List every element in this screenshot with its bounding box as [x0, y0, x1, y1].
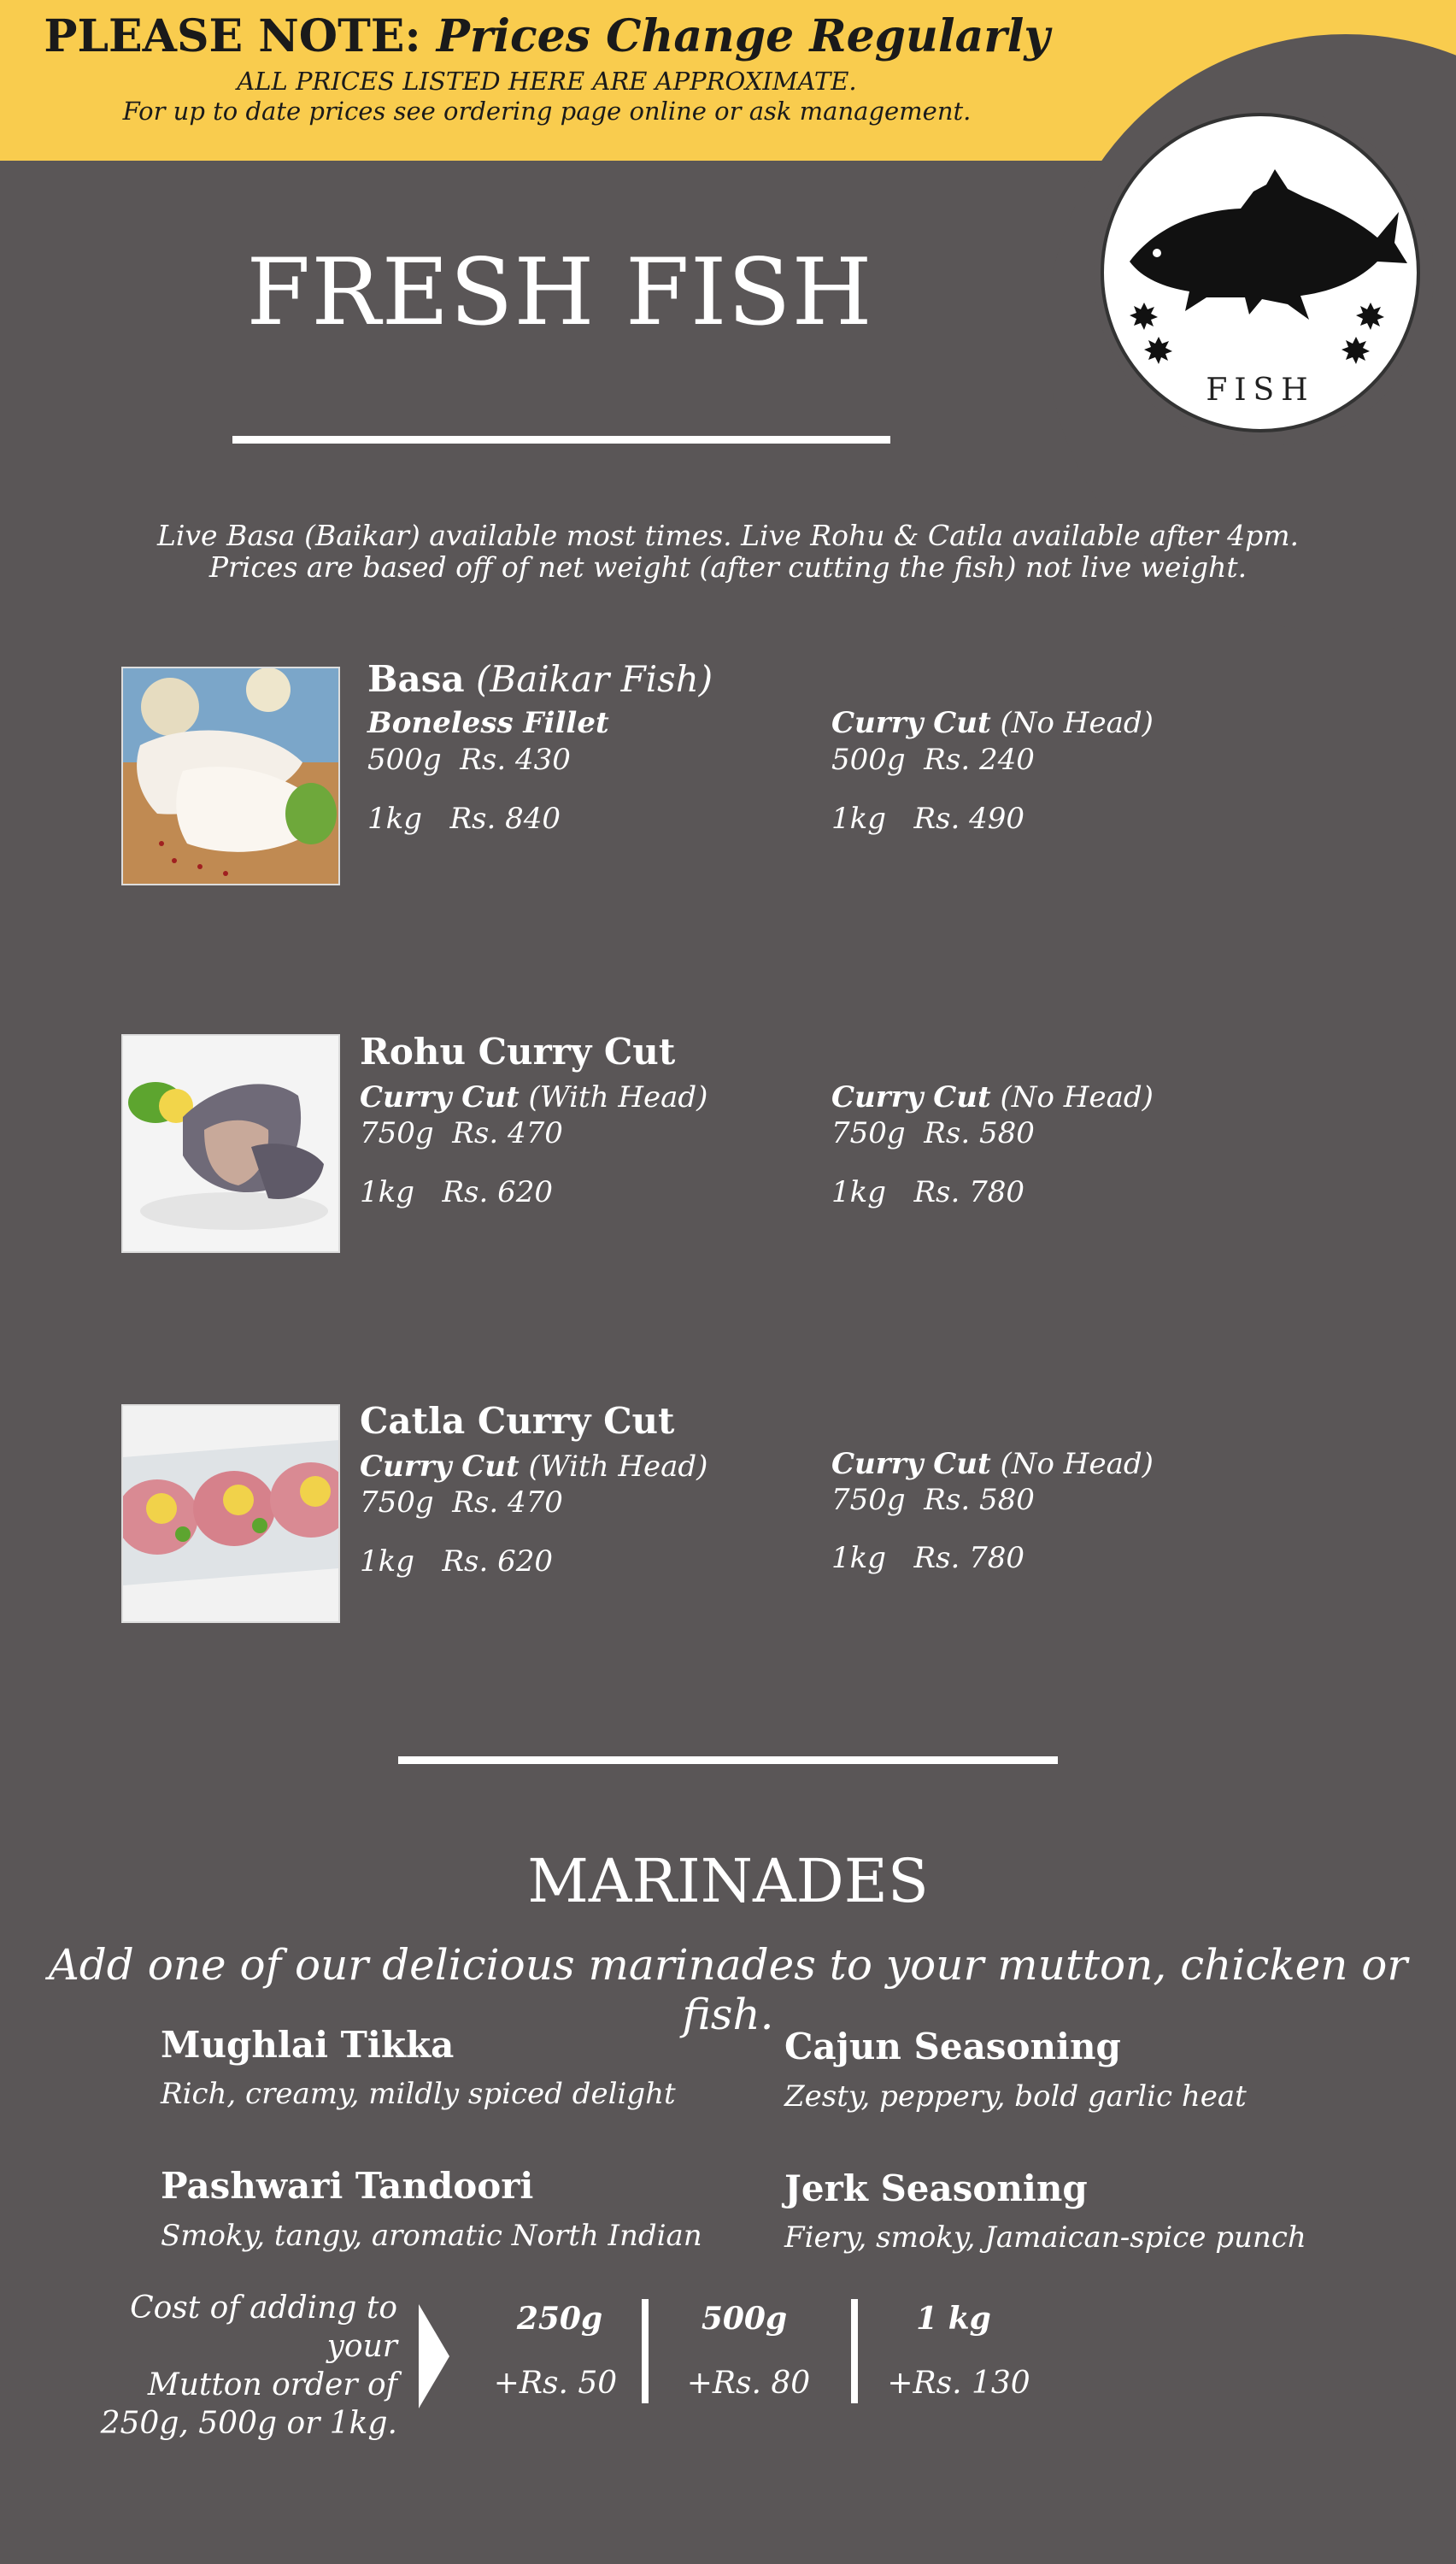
marinade-desc-1: Rich, creamy, mildly spiced delight [161, 2077, 676, 2111]
product-name-catla: Catla Curry Cut [360, 1400, 675, 1442]
catla-left-cut: Curry Cut (With Head) [360, 1450, 708, 1484]
rohu-right-price-2: 1kg Rs. 780 [831, 1175, 1024, 1209]
basa-left-price-2: 1kg Rs. 840 [367, 802, 561, 836]
column-divider-1 [642, 2299, 649, 2403]
basa-left-cut: Boneless Fillet [367, 706, 609, 740]
notice-title-italic: Prices Change Regularly [436, 10, 1050, 62]
catla-curry-cut-image [121, 1404, 340, 1623]
size-250g: 250g [516, 2301, 603, 2337]
arrow-icon [419, 2304, 449, 2408]
badge-label: FISH [1206, 373, 1315, 408]
marinade-cost-label: Cost of adding to your Mutton order of 250g, 500g or 1kg. [100, 2291, 397, 2441]
catla-left-price-2: 1kg Rs. 620 [360, 1544, 553, 1579]
notice-title [0, 10, 1094, 62]
notice-line-1: ALL PRICES LISTED HERE ARE APPROXIMATE. [237, 67, 857, 96]
marinade-desc-2: Zesty, peppery, bold garlic heat [784, 2079, 1247, 2114]
fish-badge [1094, 106, 1434, 446]
size-1kg: 1 kg [916, 2301, 991, 2337]
basa-right-price-1: 500g Rs. 240 [831, 743, 1035, 777]
basa-fillet-image [121, 667, 340, 885]
size-500g: 500g [701, 2301, 788, 2337]
section-title: FRESH FISH [246, 239, 873, 346]
marinades-title: MARINADES [527, 1846, 929, 1916]
rohu-curry-cut-image [121, 1034, 340, 1253]
basa-right-cut: Curry Cut (No Head) [831, 706, 1154, 740]
rohu-left-price-1: 750g Rs. 470 [360, 1116, 563, 1150]
notice-title-bold: PLEASE NOTE: [44, 10, 421, 62]
catla-right-price-1: 750g Rs. 580 [831, 1483, 1035, 1517]
catla-right-price-2: 1kg Rs. 780 [831, 1541, 1024, 1575]
star-icons [1130, 303, 1384, 364]
column-divider-2 [851, 2299, 858, 2403]
basa-left-price-1: 500g Rs. 430 [367, 743, 571, 777]
intro-line-2: Prices are based off of net weight (after cutting the fish) not live weight. [208, 550, 1248, 584]
marinade-name-4: Jerk Seasoning [784, 2167, 1088, 2209]
heading-divider [232, 436, 890, 444]
section-divider [398, 1756, 1058, 1764]
marinade-name-1: Mughlai Tikka [161, 2024, 455, 2066]
catla-left-price-1: 750g Rs. 470 [360, 1485, 563, 1520]
price-500g: +Rs. 80 [686, 2366, 811, 2401]
marinade-desc-4: Fiery, smoky, Jamaican-spice punch [784, 2220, 1306, 2255]
rohu-left-cut: Curry Cut (With Head) [360, 1080, 708, 1114]
price-1kg: +Rs. 130 [887, 2366, 1030, 2401]
rohu-right-cut: Curry Cut (No Head) [831, 1080, 1154, 1114]
badge-circle [1101, 113, 1420, 432]
marinade-name-2: Cajun Seasoning [784, 2026, 1121, 2067]
notice-line-2: For up to date prices see ordering page online or ask management. [122, 97, 972, 126]
catla-right-cut: Curry Cut (No Head) [831, 1447, 1154, 1481]
marinade-desc-3: Smoky, tangy, aromatic North Indian [161, 2219, 702, 2253]
rohu-right-price-1: 750g Rs. 580 [831, 1116, 1035, 1150]
marinade-name-3: Pashwari Tandoori [161, 2165, 534, 2207]
rohu-left-price-2: 1kg Rs. 620 [360, 1175, 553, 1209]
intro-line-1: Live Basa (Baikar) available most times. Live Rohu & Catla available after 4pm. [156, 519, 1300, 552]
basa-right-price-2: 1kg Rs. 490 [831, 802, 1024, 836]
marinades-subtitle: Add one of our delicious marinades to your mutton, chicken or fish. [48, 1940, 1408, 2039]
price-250g: +Rs. 50 [493, 2366, 618, 2401]
product-name-basa: Basa (Baikar Fish) [367, 658, 713, 700]
product-name-rohu: Rohu Curry Cut [360, 1031, 676, 1073]
